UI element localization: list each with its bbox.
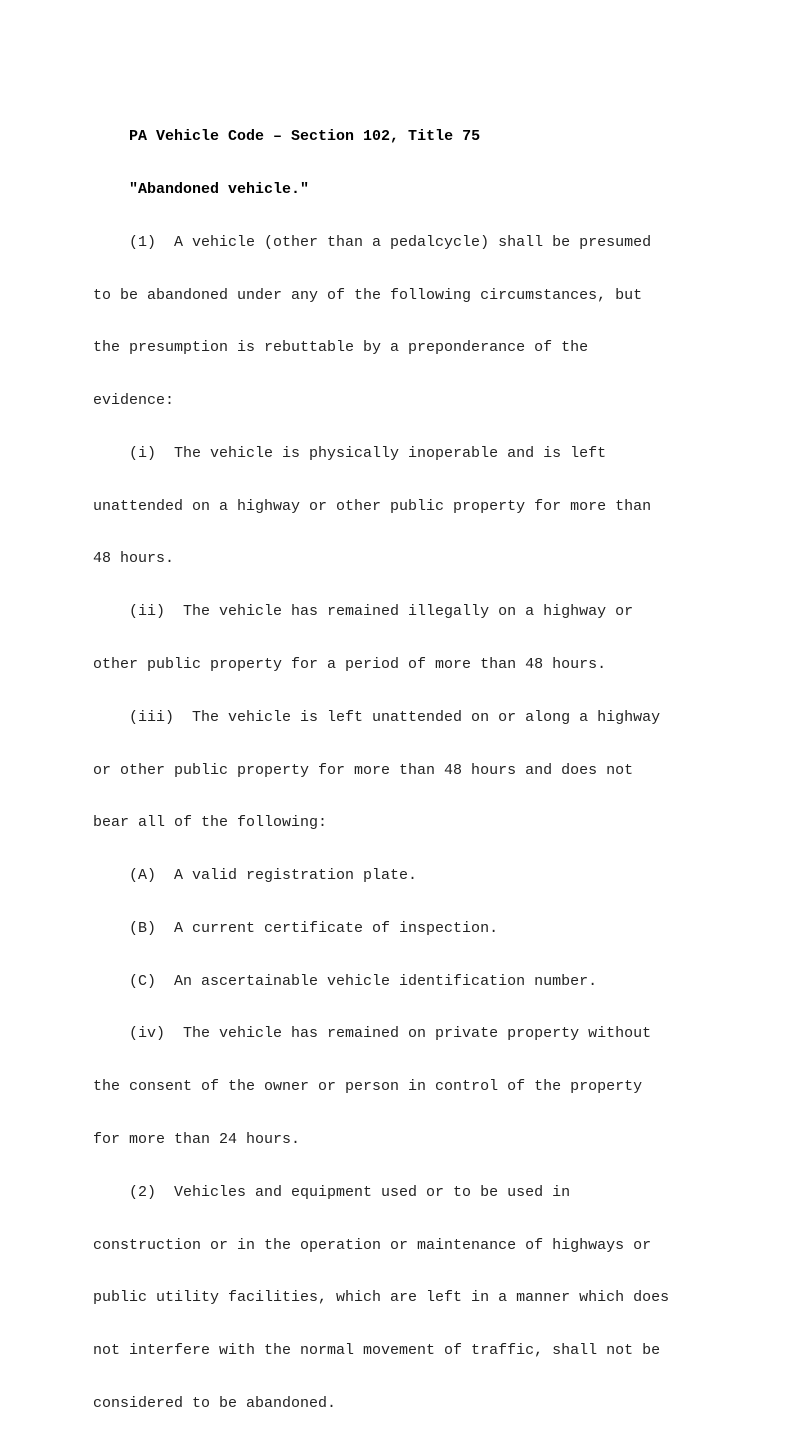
text-line: (A) A valid registration plate. — [93, 867, 418, 885]
text-line: to be abandoned under any of the following circumstances, but — [93, 286, 643, 304]
text-line: (B) A current certificate of inspection. — [93, 919, 499, 937]
text-line: other public property for a period of more than 48 hours. — [93, 656, 607, 673]
text-line: evidence: — [93, 392, 175, 410]
text-line: or other public property for more than 48 hours and does not — [93, 761, 634, 779]
text-line: 48 hours. — [93, 550, 175, 568]
text-line: (iv) The vehicle has remained on private property without — [93, 1025, 652, 1043]
text-line: (C) An ascertainable vehicle identification number. — [93, 972, 598, 990]
text-line: (i) The vehicle is physically inoperable and is left — [93, 444, 607, 462]
defined-term: "Abandoned vehicle." — [129, 180, 310, 198]
text-line: construction or in the operation or maintenance of highways or — [93, 1236, 652, 1254]
text-line: not interfere with the normal movement of traffic, shall not be — [93, 1342, 661, 1360]
text-line: (ii) The vehicle has remained illegally on a highway or — [93, 603, 634, 621]
text-line: the presumption is rebuttable by a preponderance of the — [93, 339, 589, 357]
text-line: (1) A vehicle (other than a pedalcycle) shall be presumed — [93, 233, 652, 251]
text-line: (2) Vehicles and equipment used or to be used in — [93, 1183, 571, 1201]
text-line: public utility facilities, which are left in a manner which does — [93, 1289, 670, 1307]
document-body — [93, 93, 733, 1448]
text-line: (iii) The vehicle is left unattended on or along a highway — [93, 708, 661, 726]
text-line: the consent of the owner or person in control of the property — [93, 1078, 643, 1096]
text-line: considered to be abandoned. — [93, 1394, 337, 1412]
document-heading: PA Vehicle Code – Section 102, Title 75 — [129, 128, 481, 146]
text-line: unattended on a highway or other public property for more than — [93, 497, 652, 515]
text-line: for more than 24 hours. — [93, 1131, 301, 1149]
text-line: bear all of the following: — [93, 814, 328, 832]
